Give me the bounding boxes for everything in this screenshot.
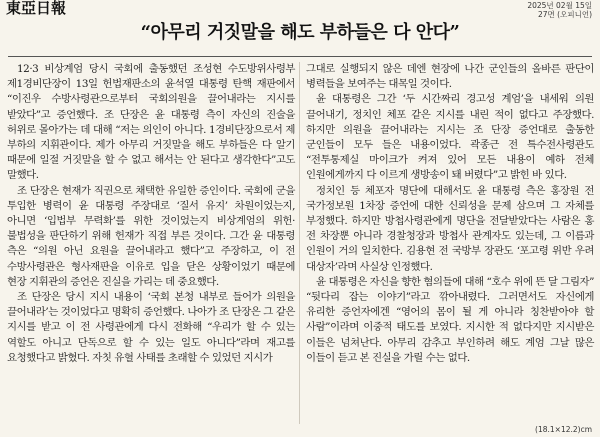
- issue-date: 2025년 02월 15일: [527, 1, 592, 10]
- issue-page: 27면 (오피니언): [537, 10, 592, 19]
- newspaper-logo: 東亞日報: [6, 0, 67, 17]
- article-paragraph: 조 단장은 현재가 직권으로 채택한 유일한 증인이다. 국회에 군을 투입한 병력이 윤 대통령 주장대로 ‘질서 유지’ 차원이었는지, 아니면 ‘입법부 무력화’를 위한 것이었는지 비상계엄의 위헌·불법성을 판단하기 위해 헌재가 직접 부른 것이다. 그간 윤 대통령 측은 “의원 아닌 요원을 끌어내라고 했다”고 주장하고, 이 전 수방사령관은 형사재판을 이유로 입을 닫은 상황이었기 때문에 현장 지휘관의 증언은 진실을 가리는 데 중요했다.: [7, 184, 295, 288]
- headline: “아무리 거짓말을 해도 부하들은 다 안다”: [140, 22, 460, 43]
- headline-rule: [8, 56, 592, 57]
- article-column-right: [306, 62, 594, 366]
- clipping-size-note: (18.1×12.2)cm: [535, 425, 592, 434]
- article-column-left: [7, 62, 295, 366]
- article-paragraph: 12·3 비상계엄 당시 국회에 출동했던 조성현 수도방위사령부 제1경비단장이 13일 헌법재판소의 윤석열 대통령 탄핵 재판에서 “이진우 수방사령관으로부터 국회의원을 끌어내라는 지시를 받았다”고 증언했다. 조 단장은 윤 대통령 측이 자신의 진술을 허위로 몰아가는 데 대해 “저는 의인이 아니다. 1경비단장으로서 제 부하의 지휘관이다. 제가 아무리 거짓말을 해도 부하들은 다 알기 때문에 일절 거짓말을 할 수 없고 해서는 안 된다고 생각한다”고도 말했다.: [7, 63, 295, 182]
- article-paragraph: 정치인 등 체포자 명단에 대해서도 윤 대통령 측은 홍장원 전 국가정보원 1차장 증언에 대한 신뢰성을 문제 삼으며 그 자체를 부정했다. 하지만 방첩사령관에게 명단을 전달받았다는 사람은 홍 전 차장뿐 아니라 경찰청장과 방첩사 관계자도 있는데, 그 이름과 인원이 거의 일치한다. 김용현 전 국방부 장관도 ‘포고령 위반 우려 대상자’라며 사실상 인정했다.: [306, 184, 594, 273]
- article-paragraph: 그대로 실행되지 않은 데엔 현장에 나간 군인들의 올바른 판단이 병력들을 보여주는 대목일 것이다.: [306, 63, 594, 91]
- article-paragraph: 윤 대통령은 자신을 향한 혐의들에 대해 “호수 위에 뜬 달 그림자” “뒷다리 잡는 이야기”라고 깎아내렸다. 그러면서도 자신에게 유리한 증언자에겐 “영어의 몸이 될 게 아니라 칭찬받아야 할 사람”이라며 이중적 태도를 보였다. 지시한 적 없다지만 지시받은 이들은 넘쳐난다. 아무리 감추고 부인하려 해도 계엄 그날 많은 이들이 듣고 본 진실을 가릴 수는 없다.: [306, 275, 594, 364]
- masthead: [0, 0, 600, 19]
- column-divider: [299, 62, 300, 424]
- article-paragraph: 조 단장은 당시 지시 내용이 ‘국회 본청 내부로 들어가 의원을 끌어내라’는 것이었다고 명확히 증언했다. 나아가 조 단장은 그 같은 지시를 받고 이 전 사령관에게 다시 전화해 “우리가 할 수 있는 역할도 아니고 단독으로 할 수 있는 일도 아니다”라며 재고를 요청했다고 밝혔다. 자칫 유혈 사태를 초래할 수 있었던 지시가: [7, 291, 295, 364]
- article-paragraph: 윤 대통령은 그간 ‘두 시간짜리 경고성 계엄’을 내세워 의원 끌어내기, 정치인 체포 같은 지시를 내린 적이 없다고 주장했다. 하지만 의원을 끌어내라는 지시는 조 단장 증언대로 출동한 군인들이 모두 들은 내용이었다. 곽종근 전 특수전사령관도 “전투통제실 마이크가 켜져 있어 모든 내용이 예하 전체 인원에게까지 다 이르게 생방송이 돼 버렸다”고 밝힌 바 있다.: [306, 93, 594, 182]
- issue-meta: [527, 1, 592, 19]
